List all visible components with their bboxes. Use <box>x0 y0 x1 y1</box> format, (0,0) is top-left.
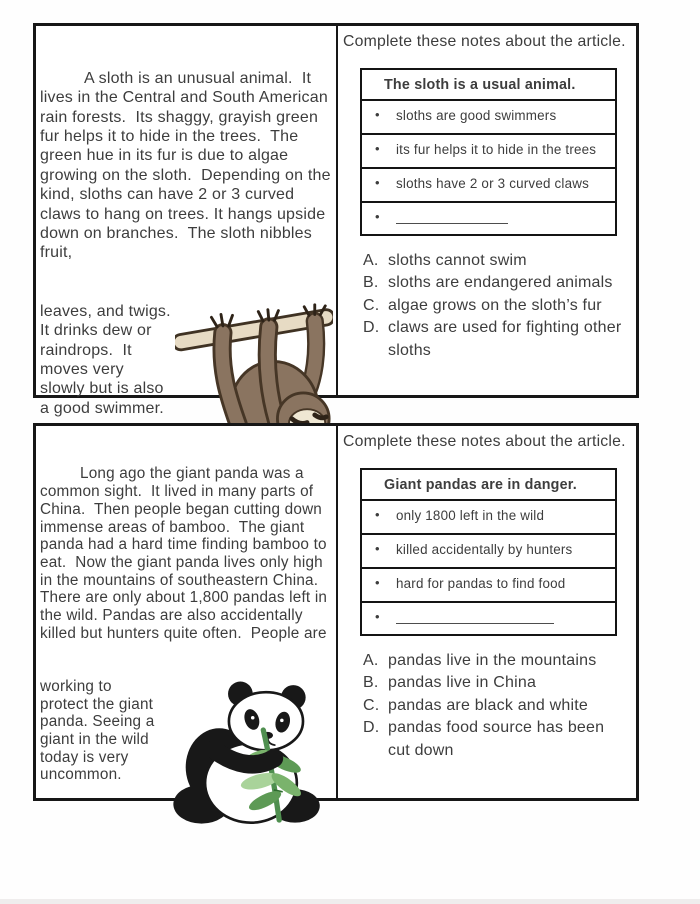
bullet-icon: • <box>375 107 380 122</box>
choice-c-label: C. <box>363 696 380 714</box>
panda-note-text: only 1800 left in the wild <box>396 508 545 523</box>
panda-passage-wrap-row <box>40 678 333 828</box>
sloth-choice-b[interactable] <box>363 272 630 294</box>
panda-notes-prompt: Complete these notes about the article. <box>343 433 626 450</box>
sloth-notes-title: The sloth is a usual animal. <box>362 70 615 101</box>
choice-d-label: D. <box>363 719 380 737</box>
sloth-passage-text-top: A sloth is an unusual animal. It lives in the Central and South American rain forests. Its shaggy, grayish green fur helps it to hide in the trees. The green hue in its fur is due to algae growing on the sloth. Depending on the kind, sloths can have 2 or 3 curved claws to hang on trees. It hangs upside down on branches. The sloth nibbles fruit, <box>40 69 336 262</box>
scan-artifact-band <box>0 899 700 904</box>
bullet-icon: • <box>375 541 380 556</box>
sloth-notes-table <box>360 68 617 236</box>
panda-choice-d[interactable] <box>363 717 630 762</box>
choice-a-label: A. <box>363 652 379 669</box>
panda-notes-cell <box>338 426 636 798</box>
choice-b-text: sloths are endangered animals <box>388 274 613 292</box>
choice-d-label: D. <box>363 319 380 337</box>
sloth-choice-c[interactable] <box>363 295 630 317</box>
panda-note-row <box>362 569 615 603</box>
sloth-note-blank-row <box>362 203 615 234</box>
choice-b-label: B. <box>363 674 379 692</box>
panda-choices <box>363 650 630 762</box>
sloth-note-row <box>362 135 615 169</box>
panda-passage <box>40 430 333 863</box>
panda-choice-a[interactable] <box>363 650 630 672</box>
sloth-notes-prompt: Complete these notes about the article. <box>343 33 626 50</box>
bullet-icon: • <box>375 209 380 224</box>
panda-note-row <box>362 501 615 535</box>
sloth-note-row <box>362 169 615 203</box>
panda-passage-text-top: Long ago the giant panda was a common sight. It lived in many parts of China. Then people began cutting down immense areas of bamboo. The giant panda had a hard time finding bamboo to eat. Now the giant panda lives only high in the mountains of southeastern China. There are only about 1,800 pandas left in the wild. Pandas are also accidentally killed but hunters quite often. People are <box>40 465 332 642</box>
choice-c-text: algae grows on the sloth’s fur <box>388 296 602 314</box>
choice-c-text: pandas are black and white <box>388 696 588 714</box>
choice-d-text: claws are used for fighting other sloths <box>388 319 622 359</box>
sloth-note-row <box>362 101 615 135</box>
panda-note-text: killed accidentally by hunters <box>396 542 573 557</box>
panda-image <box>161 678 333 828</box>
sloth-choices <box>363 250 630 362</box>
bullet-icon: • <box>375 507 380 522</box>
bullet-icon: • <box>375 141 380 156</box>
panda-note-row <box>362 535 615 569</box>
panda-exercise-panel <box>33 423 639 801</box>
sloth-answer-blank[interactable] <box>396 210 508 224</box>
choice-b-text: pandas live in China <box>388 674 537 692</box>
sloth-notes-cell <box>338 26 636 395</box>
sloth-choice-a[interactable] <box>363 250 630 272</box>
choice-c-label: C. <box>363 296 380 314</box>
choice-a-label: A. <box>363 252 379 269</box>
sloth-exercise-panel <box>33 23 639 417</box>
panda-note-blank-row <box>362 603 615 634</box>
panda-notes-table <box>360 468 617 636</box>
panda-illustration <box>158 678 333 828</box>
panda-passage-text-side: working to protect the giant panda. Seeing a giant in the wild today is very uncommon. <box>40 677 159 784</box>
panda-answer-blank[interactable] <box>396 610 554 624</box>
panda-notes-title: Giant pandas are in danger. <box>362 470 615 501</box>
sloth-note-text: its fur helps it to hide in the trees <box>396 142 597 157</box>
choice-a-text: pandas live in the mountains <box>388 652 597 669</box>
sloth-passage-text-side: leaves, and twigs. It drinks dew or raindrops. It moves very slowly but is also a good swimmer. <box>40 302 181 417</box>
panda-choice-c[interactable] <box>363 695 630 717</box>
panda-note-text: hard for pandas to find food <box>396 576 566 591</box>
sloth-note-text: sloths have 2 or 3 curved claws <box>396 176 590 191</box>
choice-b-label: B. <box>363 274 379 292</box>
sloth-choice-d[interactable] <box>363 317 630 362</box>
bullet-icon: • <box>375 575 380 590</box>
choice-d-text: pandas food source has been cut down <box>388 719 605 759</box>
choice-a-text: sloths cannot swim <box>388 252 527 269</box>
sloth-note-text: sloths are good swimmers <box>396 108 557 123</box>
bullet-icon: • <box>375 609 380 624</box>
bullet-icon: • <box>375 175 380 190</box>
sloth-passage-cell <box>36 26 338 417</box>
panda-passage-cell <box>36 426 338 798</box>
panda-choice-b[interactable] <box>363 672 630 694</box>
